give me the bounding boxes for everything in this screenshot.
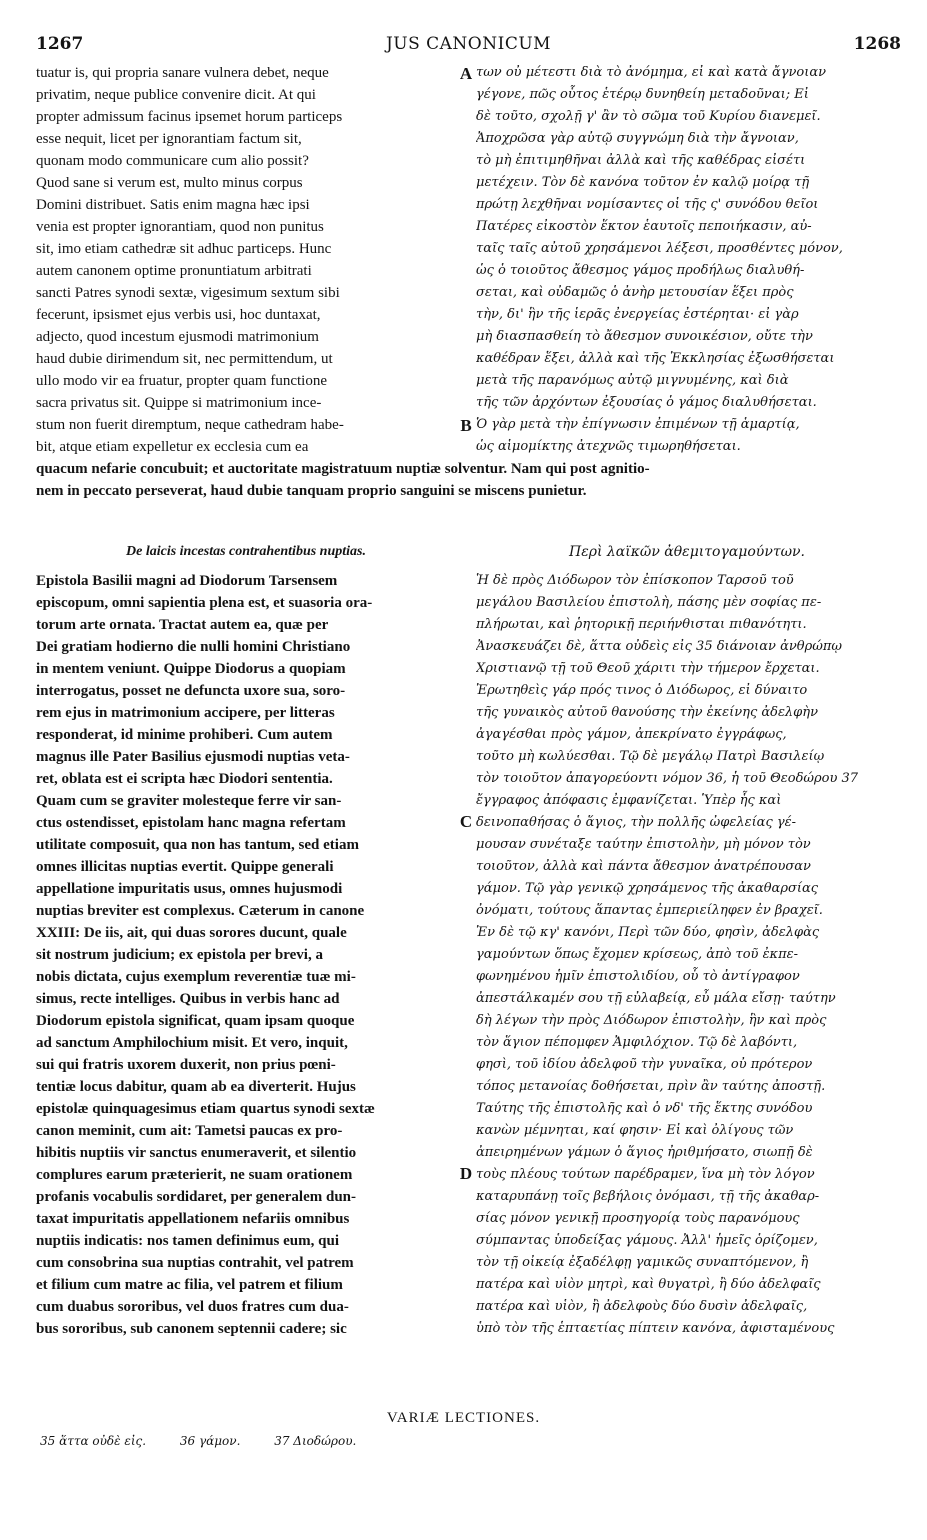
greek-line: των οὐ μέτεστι διὰ τὸ ἀνόμημα, εἰ καὶ κατὰ ἄγνοιαν — [476, 65, 827, 80]
running-header — [36, 34, 901, 60]
latin-line: cum duabus sororibus, vel duos fratres cum dua- — [36, 1299, 349, 1315]
latin-line: stum non fuerit diremptum, neque cathedram habe- — [36, 417, 344, 433]
page-number-right: 1268 — [853, 34, 901, 54]
latin-line: bit, atque etiam expelletur ex ecclesia cum ea — [36, 439, 309, 455]
greek-line: δεινοπαθήσας ὁ ἅγιος, τὴν πολλῆς ὠφελείας γέ- — [476, 815, 796, 830]
latin-line: sui qui fratris uxorem duxerit, non prius pœni- — [36, 1057, 336, 1073]
latin-line: omnes illicitas nuptias evertit. Quippe generali — [36, 859, 334, 875]
page-number-left: 1267 — [36, 34, 84, 54]
greek-line: φησὶ, τοῦ ἰδίου ἀδελφοῦ τὴν γυναῖκα, οὐ πρότερον — [476, 1057, 813, 1072]
greek-line: γάμον. Τῷ γὰρ γενικῷ χρησάμενος τῆς ἀκαθαρσίας — [476, 881, 819, 896]
greek-line: ἔγγραφος ἀπόφασις ἐμφανίζεται. Ὑπὲρ ἧς καὶ — [476, 793, 782, 808]
greek-line: τῆς τῶν ἀρχόντων ἐξουσίας ὁ γάμος διαλυθήσεται. — [476, 395, 817, 410]
latin-line: XXIII: De iis, ait, qui duas sorores ducunt, quale — [36, 925, 347, 941]
greek-line: μετέχειν. Τὸν δὲ κανόνα τοῦτον ἐν καλῷ μοίρᾳ τῇ — [476, 175, 810, 190]
latin-line: propter admissum facinus ipsemet horum particeps — [36, 109, 343, 125]
latin-line: canon meminit, cum ait: Tametsi paucas ex pro- — [36, 1123, 343, 1139]
latin-line: ctus ostendisset, epistolam hanc magna refertam — [36, 815, 346, 831]
greek-line: τὴν, δι' ἣν τῆς ἱερᾶς ἐνεργείας ἐστέρηται· εἰ γὰρ — [476, 307, 799, 322]
latin-line: Quod sane si verum est, multo minus corpus — [36, 175, 303, 191]
latin-line: privatim, neque publice convenire dicit. At qui — [36, 87, 316, 103]
latin-line: tentiæ locus dabitur, quam ab ea diverterit. Hujus — [36, 1079, 356, 1095]
greek-line: καθέδραν ἕξει, ἀλλὰ καὶ τῆς Ἐκκλησίας ἐξωσθήσεται — [476, 351, 835, 366]
variant-note: 36 γάμον. — [179, 1434, 241, 1448]
greek-line: Ἐρωτηθεὶς γάρ πρός τινος ὁ Διόδωρος, εἰ δύναιτο — [476, 683, 808, 698]
greek-line: Ἡ δὲ πρὸς Διόδωρον τὸν ἐπίσκοπον Ταρσοῦ τοῦ — [476, 573, 794, 588]
variae-lectiones-notes — [40, 1434, 386, 1448]
greek-line: Χριστιανῷ τῇ τοῦ Θεοῦ χάριτι τὴν τήμερον ἔρχεται. — [476, 661, 820, 676]
greek-line: πρώτῃ λεχθῆναι νομίσαντες οἱ τῆς ς' συνόδου θεῖοι — [476, 197, 819, 212]
greek-line: δὲ τοῦτο, σχολῇ γ' ἂν τὸ σῶμα τοῦ Κυρίου διανεμεῖ. — [476, 109, 821, 124]
latin-line: Dei gratiam hodierno die nulli homini Christiano — [36, 639, 351, 655]
latin-line: Diodorum epistola significat, quam ipsam quoque — [36, 1013, 355, 1029]
latin-line: hibitis nuptiis vir sanctus enumeraverit, et silentio — [36, 1145, 357, 1161]
latin-line: autem canonem optime pronuntiatum arbitrati — [36, 263, 312, 279]
greek-line: ἀπειρημένων γάμων ὁ ἅγιος ἠριθμήσατο, σιωπῇ δὲ — [476, 1145, 813, 1160]
margin-marker-a: A — [459, 64, 473, 83]
latin-line: fecerunt, ipsismet ejus verbis usi, hoc duntaxat, — [36, 307, 321, 323]
greek-line: μεγάλου Βασιλείου ἐπιστολὴ, πάσης μὲν σοφίας πε- — [476, 595, 822, 610]
margin-marker-b: B — [460, 416, 472, 435]
variant-note: 35 ἅττα οὐδὲ εἰς. — [40, 1434, 147, 1448]
greek-line: τὸν τοιοῦτον ἀπαγορεύοντι νόμον 36, ἡ τοῦ Θεοδώρου 37 — [476, 771, 859, 786]
latin-line: sancti Patres synodi sextæ, vigesimum sextum sibi — [36, 285, 340, 301]
latin-full-width — [36, 458, 904, 502]
latin-line: responderat, id minime prohiberi. Cum autem — [36, 727, 333, 743]
latin-line: haud dubie dirimendum sit, nec permittendum, ut — [36, 351, 333, 367]
latin-line: Quam cum se graviter molesteque ferre vir san- — [36, 793, 342, 809]
variant-note: 37 Διοδώρου. — [274, 1434, 357, 1448]
latin-line: ret, oblata est ei scripta hæc Diodori sententia. — [36, 771, 333, 787]
greek-line: καταρυπάνῃ τοῖς βεβήλοις ὀνόμασι, τῇ τῆς ἀκαθαρ- — [476, 1189, 820, 1204]
greek-line: φωνημένου ἡμῖν ἐπιστολιδίου, οὗ τὸ ἀντίγραφον — [476, 969, 800, 984]
latin-line: adjecto, quod incestum ejusmodi matrimonium — [36, 329, 319, 345]
latin-line: sit nostrum judicium; ex epistola per brevi, a — [36, 947, 323, 963]
section-heading-latin: De laicis incestas contrahentibus nuptias. — [126, 544, 366, 559]
latin-column-top — [36, 62, 456, 458]
latin-line: complures earum præterierit, ne suam orationem — [36, 1167, 353, 1183]
latin-line: epistolæ quinquagesimus etiam quartus synodi sextæ — [36, 1101, 375, 1117]
greek-line: τοῦτο μὴ κωλύεσθαι. Τῷ δὲ μεγάλῳ Πατρὶ Βασιλείῳ — [476, 749, 825, 764]
latin-line: in mentem veniunt. Quippe Diodorus a quopiam — [36, 661, 346, 677]
latin-line: Domini distribuet. Satis enim magna hæc ipsi — [36, 197, 310, 213]
greek-line: πατέρα καὶ υἱὸν, ἢ ἀδελφοὺς δύο δυσὶν ἀδελφαῖς, — [476, 1299, 808, 1314]
latin-line: appellatione impuritatis usus, omnes hujusmodi — [36, 881, 343, 897]
latin-line: torum arte ornata. Tractat autem ea, quæ per — [36, 617, 329, 633]
greek-line: ἀγαγέσθαι πρὸς γάμον, ἀπεκρίνατο ἐγγράφως, — [476, 727, 787, 742]
latin-line: esse nequit, licet per ignorantiam factum sit, — [36, 131, 302, 147]
greek-line: Ὁ γὰρ μετὰ τὴν ἐπίγνωσιν ἐπιμένων τῇ ἁμαρτίᾳ, — [476, 417, 800, 432]
variae-lectiones-heading: VARIÆ LECTIONES. — [386, 1410, 541, 1426]
greek-line: τοὺς πλέους τούτων παρέδραμεν, ἵνα μὴ τὸν λόγον — [476, 1167, 815, 1182]
latin-line: quonam modo communicare cum alio possit? — [36, 153, 309, 169]
greek-line: μετὰ τῆς παρανόμως αὐτῷ μιγνυμένης, καὶ διὰ — [476, 373, 789, 388]
greek-line: Ἐν δὲ τῷ κγ' κανόνι, Περὶ τῶν δύο, φησὶν, ἀδελφὰς — [476, 925, 820, 940]
latin-line: et filium cum matre ac filia, vel patrem et filium — [36, 1277, 343, 1293]
latin-line: bus sororibus, sub canonem septennii cadere; sic — [36, 1321, 347, 1337]
margin-marker-c: C — [459, 812, 473, 831]
latin-line: simus, recte intelliges. Quibus in verbis hanc ad — [36, 991, 340, 1007]
latin-line: taxat impuritatis appellationem nefariis omnibus — [36, 1211, 350, 1227]
section-heading-greek: Περὶ λαϊκῶν ἀθεμιτογαμούντων. — [569, 544, 805, 560]
greek-line: μουσαν συνέταξε ταύτην ἐπιστολὴν, μὴ μόνον τὸν — [476, 837, 811, 852]
greek-line: ὡς ὁ τοιοῦτος ἄθεσμος γάμος προδήλως διαλυθή- — [476, 263, 805, 278]
greek-line: ὑπὸ τὸν τῆς ἑπταετίας πίπτειν κανόνα, ἀφισταμένους — [476, 1321, 835, 1336]
latin-line: ullo modo vir ea fruatur, propter quam functione — [36, 373, 327, 389]
greek-line: τὸν τῇ οἰκείᾳ ἐξαδέλφῃ γαμικῶς συναπτόμενον, ἢ — [476, 1255, 809, 1270]
latin-line: nobis dictata, cujus exemplum reverentiæ tuæ mi- — [36, 969, 356, 985]
latin-column-bottom — [36, 570, 456, 1340]
greek-line: τὸν ἅγιον πέπομφεν Ἀμφιλόχιον. Τῷ δὲ λαβόντι, — [476, 1035, 798, 1050]
greek-line: Ἀνασκευάζει δὲ, ἅττα οὐδεὶς εἰς 35 διάνοιαν ἀνθρώπῳ — [476, 639, 842, 654]
greek-line: σεται, καὶ οὐδαμῶς ὁ ἀνὴρ μετουσίαν ἕξει πρὸς — [476, 285, 794, 300]
greek-line: Πατέρες εἰκοστὸν ἕκτον ἑαυτοῖς πεποιήκασιν, αὐ- — [476, 219, 812, 234]
greek-line: σίας μόνον γενικῇ προσηγορίᾳ τοὺς παρανόμους — [476, 1211, 800, 1226]
latin-full-line: quacum nefarie concubuit; et auctoritate magistratuum nuptiæ solventur. Nam qui post agnitio- — [36, 461, 650, 477]
latin-line: sacra privatus sit. Quippe si matrimonium ince- — [36, 395, 322, 411]
latin-line: sit, imo etiam cathedræ sit adhuc particeps. Hunc — [36, 241, 332, 257]
greek-line: πατέρα καὶ υἱὸν μητρὶ, καὶ θυγατρὶ, ἢ δύο ἀδελφαῖς — [476, 1277, 821, 1292]
greek-line: μὴ διασπασθείη τὸ ἄθεσμον συνοικέσιον, οὔτε τὴν — [476, 329, 813, 344]
greek-column-top — [476, 62, 904, 458]
latin-line: venia est propter ignorantiam, quod non punitus — [36, 219, 324, 235]
greek-column-bottom — [476, 570, 904, 1340]
latin-line: utilitate composuit, qua non has tantum, sed etiam — [36, 837, 359, 853]
latin-line: Epistola Basilii magni ad Diodorum Tarsensem — [36, 573, 338, 589]
greek-line: τοιοῦτον, ἀλλὰ καὶ πάντα ἄθεσμον ἀνατρέπουσαν — [476, 859, 811, 874]
greek-line: σύμπαντας ὑποδείξας γάμους. Ἀλλ' ἡμεῖς ὁρίζομεν, — [476, 1233, 818, 1248]
latin-line: episcopum, omni sapientia plena est, et suasoria ora- — [36, 595, 373, 611]
latin-line: interrogatus, posset ne defuncta uxore sua, soro- — [36, 683, 346, 699]
greek-line: πλήρωται, καὶ ῥητορικῇ περιήνθισται πιθανότητι. — [476, 617, 807, 632]
latin-full-line: nem in peccato perseverat, haud dubie tanquam proprio sanguini se miscens punietur. — [36, 483, 587, 499]
latin-line: profanis vocabulis sordidaret, per generalem dun- — [36, 1189, 357, 1205]
latin-line: tuatur is, qui propria sanare vulnera debet, neque — [36, 65, 329, 81]
latin-line: rem ejus in matrimonium accipere, per litteras — [36, 705, 335, 721]
latin-line: nuptias breviter est complexus. Cæterum in canone — [36, 903, 365, 919]
greek-line: τὸ μὴ ἐπιτιμηθῆναι ἀλλὰ καὶ τῆς καθέδρας εἰσέτι — [476, 153, 806, 168]
latin-line: cum consobrina sua nuptias contrahit, vel patrem — [36, 1255, 354, 1271]
latin-line: ad sanctum Amphilochium misit. Et vero, inquit, — [36, 1035, 348, 1051]
greek-line: ὡς αἱμομίκτης ἀτεχνῶς τιμωρηθήσεται. — [476, 439, 741, 454]
margin-marker-d: D — [459, 1164, 473, 1183]
running-title: JUS CANONICUM — [385, 34, 552, 54]
greek-line: τῆς γυναικὸς αὐτοῦ θανούσης τὴν ἐκείνης ἀδελφὴν — [476, 705, 818, 720]
greek-line: ταῖς ταῖς αὐτοῦ χρησάμενοι λέξεσι, προσθέντες μόνον, — [476, 241, 843, 256]
greek-line: Ἀποχρῶσα γὰρ αὐτῷ συγγνώμη διὰ τὴν ἄγνοιαν, — [476, 131, 799, 146]
latin-line: nuptiis indicatis: nos tamen definimus eum, qui — [36, 1233, 339, 1249]
greek-line: δὴ λέγων τὴν πρὸς Διόδωρον ἐπιστολὴν, ἣν καὶ πρὸς — [476, 1013, 827, 1028]
greek-line: γέγονε, πῶς οὗτος ἑτέρῳ δυνηθείη μεταδοῦναι; Εἰ — [476, 87, 809, 102]
greek-line: τόπος μετανοίας δοθήσεται, πρὶν ἂν ταύτης ἀποστῇ. — [476, 1079, 826, 1094]
latin-line: magnus ille Pater Basilius ejusmodi nuptias veta- — [36, 749, 350, 765]
greek-line: ὀνόματι, τούτους ἅπαντας ἐμπεριείληφεν ἐν βραχεῖ. — [476, 903, 823, 918]
greek-line: κανὼν μέμνηται, καί φησιν· Εἰ καὶ ὀλίγους τῶν — [476, 1123, 794, 1138]
greek-line: ἀπεστάλκαμέν σου τῇ εὐλαβείᾳ, εὖ μάλα εἴσῃ· ταύτην — [476, 991, 836, 1006]
greek-line: Ταύτης τῆς ἐπιστολῆς καὶ ὁ νδ' τῆς ἕκτης συνόδου — [476, 1101, 813, 1116]
greek-line: γαμούντων ὅπως ἔχομεν κρίσεως, ἀπὸ τοῦ ἐκπε- — [476, 947, 798, 962]
